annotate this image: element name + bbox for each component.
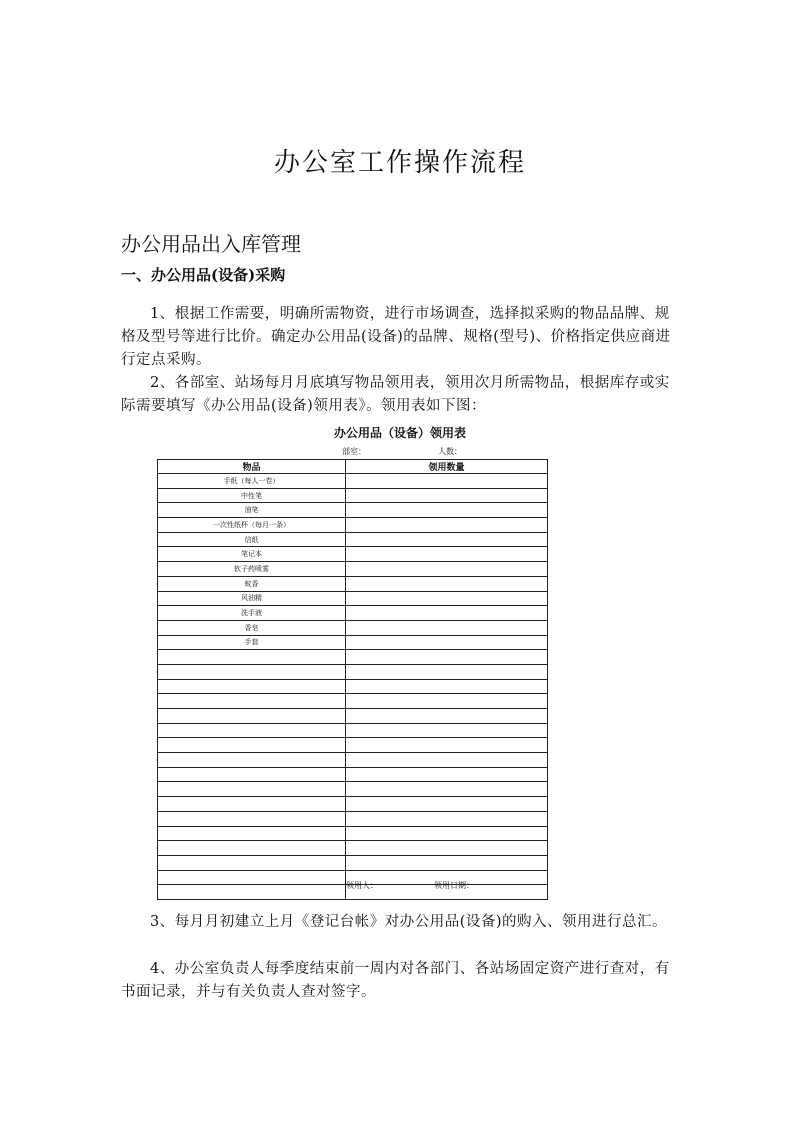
table-row	[158, 767, 548, 782]
table-row	[158, 488, 548, 503]
quantity-cell[interactable]	[346, 855, 548, 870]
paragraph-procurement-2: 2、各部室、站场每月月底填写物品领用表，领用次月所需物品，根据库存或实际需要填写《办公用品(设备)领用表》。领用表如下图：	[121, 375, 670, 414]
receiver-label: 领用人：	[346, 881, 378, 890]
table-row	[158, 650, 548, 665]
item-cell: 手纸（每人一卷）	[158, 474, 346, 489]
table-row	[158, 606, 548, 621]
table-row	[158, 664, 548, 679]
table-row	[158, 503, 548, 518]
form-meta	[342, 446, 572, 457]
table-row	[158, 841, 548, 856]
paragraph-procurement-3: 3、每月月初建立上月《登记台帐》对办公用品(设备)的购入、领用进行总汇。	[150, 914, 668, 930]
table-row	[158, 635, 548, 650]
subsection-title: 一、办公用品(设备)采购	[121, 266, 286, 284]
item-cell	[158, 855, 346, 870]
item-cell	[158, 738, 346, 753]
quantity-cell[interactable]	[346, 738, 548, 753]
item-cell	[158, 797, 346, 812]
item-cell: 软子药喷雾	[158, 562, 346, 577]
quantity-cell[interactable]	[346, 532, 548, 547]
item-cell: 蚊香	[158, 576, 346, 591]
item-cell: 一次性纸杯（每月一条）	[158, 518, 346, 533]
document-title: 办公室工作操作流程	[273, 148, 526, 178]
item-cell	[158, 723, 346, 738]
form-footer	[346, 880, 546, 891]
requisition-table	[157, 459, 548, 900]
quantity-cell[interactable]	[346, 474, 548, 489]
item-cell	[158, 753, 346, 768]
quantity-cell[interactable]	[346, 503, 548, 518]
table-row	[158, 709, 548, 724]
item-cell: 香皂	[158, 620, 346, 635]
paragraph-procurement-4: 4、办公室负责人每季度结束前一周内对各部门、各站场固定资产进行查对，有书面记录，并与有关负责人查对签字。	[121, 961, 670, 1000]
table-row	[158, 547, 548, 562]
quantity-cell[interactable]	[346, 591, 548, 606]
form-title: 办公用品（设备）领用表	[333, 426, 466, 440]
quantity-cell[interactable]	[346, 635, 548, 650]
item-cell	[158, 826, 346, 841]
paragraph-procurement-1: 1、根据工作需要，明确所需物资，进行市场调查，选择拟采购的物品品牌、规格及型号等进行比价。确定办公用品(设备)的品牌、规格(型号)、价格指定供应商进行定点采购。	[121, 306, 671, 368]
item-cell: 中性笔	[158, 488, 346, 503]
quantity-cell[interactable]	[346, 841, 548, 856]
item-cell	[158, 885, 346, 900]
table-row	[158, 738, 548, 753]
quantity-cell[interactable]	[346, 518, 548, 533]
table-row	[158, 576, 548, 591]
quantity-cell[interactable]	[346, 620, 548, 635]
table-row	[158, 679, 548, 694]
count-label: 人数：	[438, 447, 462, 456]
table-row	[158, 474, 548, 489]
item-cell	[158, 650, 346, 665]
table-header-row	[158, 460, 548, 474]
table-row	[158, 620, 548, 635]
item-cell: 风油精	[158, 591, 346, 606]
quantity-cell[interactable]	[346, 694, 548, 709]
quantity-cell[interactable]	[346, 562, 548, 577]
item-cell	[158, 782, 346, 797]
quantity-cell[interactable]	[346, 797, 548, 812]
table-body	[158, 474, 548, 900]
table-row	[158, 826, 548, 841]
table-row	[158, 753, 548, 768]
quantity-cell[interactable]	[346, 709, 548, 724]
table-row	[158, 797, 548, 812]
item-cell: 油笔	[158, 503, 346, 518]
quantity-cell[interactable]	[346, 547, 548, 562]
item-cell	[158, 709, 346, 724]
quantity-cell[interactable]	[346, 650, 548, 665]
column-header-quantity: 领用数量	[346, 460, 548, 474]
quantity-cell[interactable]	[346, 679, 548, 694]
item-cell	[158, 870, 346, 885]
date-label: 领用日期：	[434, 881, 474, 890]
quantity-cell[interactable]	[346, 723, 548, 738]
item-cell: 信纸	[158, 532, 346, 547]
quantity-cell[interactable]	[346, 767, 548, 782]
item-cell	[158, 811, 346, 826]
dept-label: 部室：	[342, 447, 366, 456]
section-title: 办公用品出入库管理	[121, 232, 301, 256]
quantity-cell[interactable]	[346, 753, 548, 768]
item-cell: 笔记本	[158, 547, 346, 562]
table-row	[158, 694, 548, 709]
column-header-item: 物品	[158, 460, 346, 474]
table-row	[158, 811, 548, 826]
table-row	[158, 518, 548, 533]
table-row	[158, 532, 548, 547]
table-row	[158, 723, 548, 738]
quantity-cell[interactable]	[346, 782, 548, 797]
item-cell: 手套	[158, 635, 346, 650]
item-cell	[158, 694, 346, 709]
quantity-cell[interactable]	[346, 664, 548, 679]
quantity-cell[interactable]	[346, 811, 548, 826]
quantity-cell[interactable]	[346, 576, 548, 591]
item-cell	[158, 767, 346, 782]
table-row	[158, 855, 548, 870]
item-cell	[158, 679, 346, 694]
item-cell	[158, 841, 346, 856]
quantity-cell[interactable]	[346, 488, 548, 503]
item-cell	[158, 664, 346, 679]
item-cell: 洗手液	[158, 606, 346, 621]
quantity-cell[interactable]	[346, 606, 548, 621]
table-row	[158, 562, 548, 577]
quantity-cell[interactable]	[346, 826, 548, 841]
table-row	[158, 591, 548, 606]
table-row	[158, 782, 548, 797]
